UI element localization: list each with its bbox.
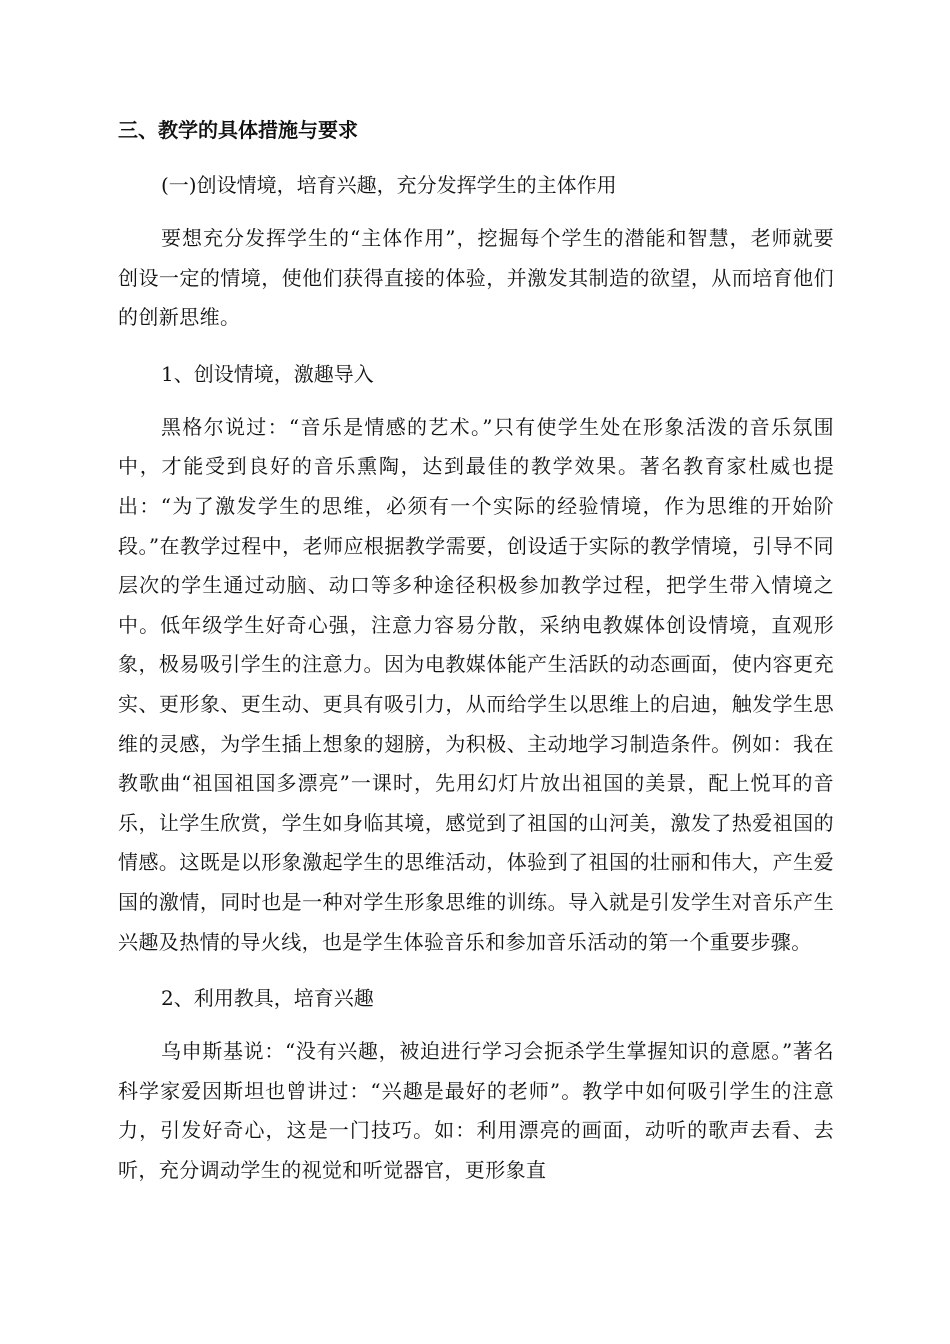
point-1-paragraph: 黑格尔说过：“音乐是情感的艺术。”只有使学生处在形象活泼的音乐氛围中，才能受到良好的音乐熏陶，达到最佳的教学效果。著名教育家杜威也提出：“为了激发学生的思维，必须有一个实际的经验情境，作为思维的开始阶段。”在教学过程中，老师应根据教学需要，创设适于实际的教学情境，引导不同层次的学生通过动脑、动口等多种途径积极参加教学过程，把学生带入情境之中。低年级学生好奇心强，注意力容易分散，采纳电教媒体创设情境，直观形象，极易吸引学生的注意力。因为电教媒体能产生活跃的动态画面，使内容更充实、更形象、更生动、更具有吸引力，从而给学生以思维上的启迪，触发学生思维的灵感，为学生插上想象的翅膀，为积极、主动地学习制造条件。例如：我在教歌曲“祖国祖国多漂亮”一课时，先用幻灯片放出祖国的美景，配上悦耳的音乐，让学生欣赏，学生如身临其境，感觉到了祖国的山河美，激发了热爱祖国的情感。这既是以形象激起学生的思维活动，体验到了祖国的壮丽和伟大，产生爱国的激情，同时也是一种对学生形象思维的训练。导入就是引发学生对音乐产生兴趣及热情的导火线，也是学生体验音乐和参加音乐活动的第一个重要步骤。 — [118, 414, 834, 954]
point-2-paragraph: 乌申斯基说：“没有兴趣，被迫进行学习会扼杀学生掌握知识的意愿。”著名科学家爱因斯坦也曾讲过：“兴趣是最好的老师”。教学中如何吸引学生的注意力，引发好奇心，这是一门技巧。如：利用漂亮的画面，动听的歌声去看、去听，充分调动学生的视觉和听觉器官，更形象直 — [118, 1039, 834, 1182]
section-heading: 三、教学的具体措施与要求 — [118, 118, 358, 142]
subsection-title: (一)创设情境，培育兴趣，充分发挥学生的主体作用 — [161, 173, 617, 197]
point-1-title: 1、创设情境，激趣导入 — [161, 361, 374, 386]
document-content — [118, 109, 834, 1204]
point-2-title: 2、利用教具，培育兴趣 — [161, 986, 374, 1011]
subsection-intro-paragraph: 要想充分发挥学生的“主体作用”，挖掘每个学生的潜能和智慧，老师就要创设一定的情境，使他们获得直接的体验，并激发其制造的欲望，从而培育他们的创新思维。 — [118, 226, 834, 330]
